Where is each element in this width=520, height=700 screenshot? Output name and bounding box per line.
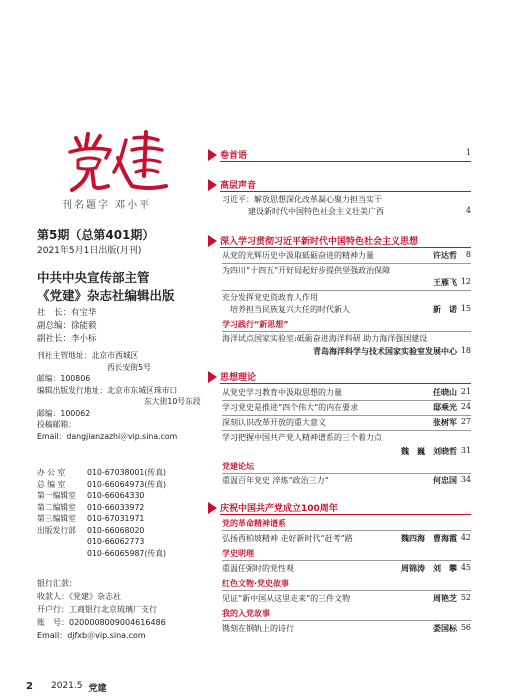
divider — [222, 590, 471, 591]
editorial-address-line2: 东大街10号东段 — [144, 397, 201, 406]
phone-number: 010-67038001(传真) — [87, 468, 167, 477]
phone-dept — [37, 548, 87, 560]
phone-number: 010-66064973(传真) — [87, 479, 167, 489]
masthead-logo — [62, 128, 172, 198]
entry-title: 培养担当民族复兴大任的时代新人 — [230, 305, 350, 314]
entry-title: 见证“新中国从这里走来”的三件文物 — [222, 594, 351, 603]
toc-entry[interactable] — [222, 387, 471, 399]
flag-icon — [208, 235, 217, 247]
entry-title: 学习把握中国共产党人精神谱系的三个着力点 — [222, 433, 382, 442]
divider — [222, 263, 471, 264]
entry-author: 王雁飞 — [433, 278, 457, 287]
entry-author: 娄国标 — [433, 624, 457, 633]
phone-number: 010-67031971 — [87, 514, 145, 523]
toc-entry[interactable] — [222, 533, 471, 545]
footer-page-number: 2 — [26, 681, 33, 692]
phone-row — [37, 490, 166, 502]
toc-entry[interactable] — [222, 563, 471, 575]
entry-author: 任晓山 — [433, 388, 457, 397]
page-number: 27 — [460, 417, 471, 426]
entry-author: 周艳芝 — [433, 594, 457, 603]
toc-entry[interactable] — [222, 402, 471, 414]
toc-section — [208, 234, 471, 248]
toc-entry[interactable] — [222, 277, 471, 289]
divider — [222, 473, 471, 474]
toc-entry[interactable] — [222, 333, 471, 345]
bank-line: 账 号：0200008009004616486 — [37, 618, 166, 627]
entry-author: 邸乘光 — [433, 403, 457, 412]
toc-section — [208, 501, 471, 515]
editorial-address: 编辑出版发行地址：北京市东城区珠市口 — [37, 385, 178, 395]
subsection-title: 党建论坛 — [222, 462, 254, 471]
phone-dept: 第三编辑室 — [37, 514, 76, 523]
flag-icon — [208, 502, 217, 514]
entry-author: 新 诺 — [433, 305, 457, 314]
page-number: 12 — [460, 277, 471, 286]
entry-title: 重温任弼时的党性观 — [222, 564, 294, 573]
section-title: 思想理论 — [220, 373, 257, 383]
issue-number: 第5期（总第401期） — [37, 228, 155, 242]
page-number: 18 — [460, 346, 471, 355]
section-rule — [220, 161, 471, 162]
page-number: 52 — [460, 593, 471, 602]
bank-line: 银行汇款： — [37, 579, 77, 588]
toc-entry[interactable] — [222, 250, 471, 262]
entry-title: 为四川“十四五”开好局起好步提供坚强政治保障 — [222, 266, 391, 275]
divider — [222, 415, 471, 416]
section-title: 庆祝中国共产党成立100周年 — [220, 504, 338, 514]
footer-brand: 党建 — [88, 684, 107, 694]
staff-line: 副社长：李小标 — [37, 334, 97, 344]
divider — [222, 290, 471, 291]
page-number: 1 — [465, 148, 471, 157]
toc-entry[interactable] — [222, 292, 471, 304]
admin-address: 刊社主管地址：北京市西城区 — [37, 351, 139, 360]
entry-title: 弘扬西柏坡精神 走好新时代“赶考”路 — [222, 534, 353, 543]
bank-email[interactable]: Email：djfxb＠vip.sina.com — [37, 631, 146, 640]
section-title: 卷首语 — [220, 151, 248, 161]
page-number: 15 — [460, 304, 471, 313]
phone-row — [37, 502, 166, 514]
toc-entry[interactable] — [222, 265, 471, 277]
page-footer — [26, 681, 106, 694]
entry-title: 镌刻在钢轨上的诗行 — [222, 624, 294, 633]
phone-number: 010-66064330 — [87, 491, 145, 500]
phone-row — [37, 525, 166, 537]
divider — [222, 331, 471, 332]
phone-dept: 第二编辑室 — [37, 502, 76, 512]
calligraphy-logo-icon — [62, 128, 172, 194]
postcode: 邮编：100062 — [37, 408, 91, 418]
phone-row — [37, 513, 166, 525]
publisher: 《党建》杂志社编辑出版 — [37, 288, 175, 303]
subsection-title: 红色文物·党史故事 — [222, 579, 290, 588]
admin-address-line2: 西长安街5号 — [107, 362, 151, 372]
flag-icon — [208, 149, 217, 161]
entry-author: 魏 巍 刘晓哲 — [401, 447, 457, 456]
phone-dept: 第一编辑室 — [37, 491, 76, 500]
flag-icon — [208, 179, 217, 191]
subsection-title: 党的革命精神谱系 — [222, 519, 286, 528]
page-number: 31 — [460, 446, 471, 455]
entry-title: 重温百年党史 淬炼“政治三力” — [222, 476, 329, 485]
toc-entry[interactable] — [222, 623, 471, 635]
bank-line: 开户行：工商银行北京琉璃厂支行 — [37, 605, 157, 614]
phone-dept: 出版发行部 — [37, 525, 76, 535]
submission-label: 投稿邮箱： — [37, 420, 76, 429]
toc-entry[interactable] — [222, 194, 471, 206]
toc-section — [208, 370, 471, 384]
toc-entry[interactable] — [222, 593, 471, 605]
section-rule — [220, 247, 471, 248]
divider — [222, 560, 471, 561]
section-rule — [220, 191, 471, 192]
phone-row — [37, 536, 166, 548]
entry-title: 深刻认识改革开放的重大意义 — [222, 418, 326, 427]
divider — [222, 620, 471, 621]
entry-author: 魏四海 曹海霞 — [401, 534, 457, 543]
subsection-title: 学史明理 — [222, 549, 254, 558]
page-number: 56 — [460, 623, 471, 632]
section-rule — [220, 383, 471, 384]
bank-line: 收款人：《党建》杂志社 — [37, 592, 121, 601]
entry-author: 张树军 — [433, 418, 457, 427]
page-number: 24 — [460, 402, 471, 411]
toc-entry[interactable] — [222, 446, 471, 458]
divider — [222, 400, 471, 401]
toc-entry[interactable] — [222, 417, 471, 429]
section-rule — [220, 514, 471, 515]
contact-info — [37, 350, 212, 442]
toc-entry[interactable] — [222, 148, 471, 160]
page-number: 4 — [465, 206, 471, 215]
bank-info — [37, 577, 166, 642]
section-title: 高层声音 — [220, 181, 257, 191]
phone-row — [37, 467, 166, 479]
staff-line: 副总编：徐能毅 — [37, 321, 97, 331]
sponsor: 中共中央宣传部主管 — [37, 270, 150, 285]
section-title: 深入学习贯彻习近平新时代中国特色社会主义思想 — [220, 237, 419, 247]
phone-directory — [37, 467, 166, 559]
entry-title: 充分发挥党史资政育人作用 — [222, 293, 318, 302]
toc-section — [208, 178, 471, 192]
entry-title: 海洋试点国家实验室:砥砺奋进海洋科研 助力海洋强国建设 — [222, 334, 428, 343]
entry-title: 从党史学习教育中汲取思想的力量 — [222, 388, 342, 397]
phone-number: 010-66065987(传真) — [87, 548, 167, 558]
phone-number: 010-66068020 — [87, 525, 145, 535]
phone-dept: 总 编 室 — [37, 479, 66, 489]
postcode: 邮编：100806 — [37, 374, 91, 383]
phone-row — [37, 548, 166, 560]
staff-list — [37, 307, 97, 346]
issue-date: 2021年5月1日出版(月刊) — [37, 246, 142, 256]
subsection-title: 学习践行“新思想” — [222, 320, 289, 329]
staff-line: 社 长：有宝华 — [37, 308, 97, 318]
entry-author: 周锦涛 刘 攀 — [401, 564, 457, 573]
subsection-title: 我的入党故事 — [222, 609, 270, 618]
phone-dept — [37, 536, 87, 548]
entry-author: 青岛海洋科学与技术国家实验室发展中心 — [313, 347, 457, 356]
toc-entry[interactable] — [222, 346, 471, 358]
page-number: 34 — [460, 475, 471, 484]
submission-email[interactable]: Email：dangjianzazhi＠vip.sina.com — [37, 431, 178, 441]
entry-title: 习近平：解放思想深化改革凝心聚力担当实干 — [222, 195, 382, 204]
entry-author: 许达哲 — [433, 251, 457, 260]
footer-date: 2021.5 — [50, 681, 83, 691]
toc-entry[interactable] — [222, 206, 471, 218]
masthead-caption: 刊名题字 邓小平 — [62, 200, 152, 211]
page-number: 45 — [460, 563, 471, 572]
phone-number: 010-66033972 — [87, 502, 145, 512]
phone-number: 010-66062773 — [87, 537, 145, 546]
toc-entry[interactable] — [222, 432, 471, 444]
toc-entry[interactable] — [222, 304, 471, 316]
page-number: 42 — [460, 533, 471, 542]
entry-author: 何忠国 — [433, 476, 457, 485]
phone-row — [37, 479, 166, 491]
divider — [222, 530, 471, 531]
phone-dept: 办 公 室 — [37, 468, 66, 477]
page-number: 21 — [460, 387, 471, 396]
entry-title: 学习党史是推进“四个伟大”的内在要求 — [222, 403, 359, 412]
flag-icon — [208, 371, 217, 383]
page-number: 8 — [465, 250, 471, 259]
divider — [222, 430, 471, 431]
entry-title: 从党的光辉历史中汲取砥砺奋进的精神力量 — [222, 251, 374, 260]
toc-entry[interactable] — [222, 475, 471, 487]
entry-title: 建设新时代中国特色社会主义壮美广西 — [248, 207, 384, 216]
